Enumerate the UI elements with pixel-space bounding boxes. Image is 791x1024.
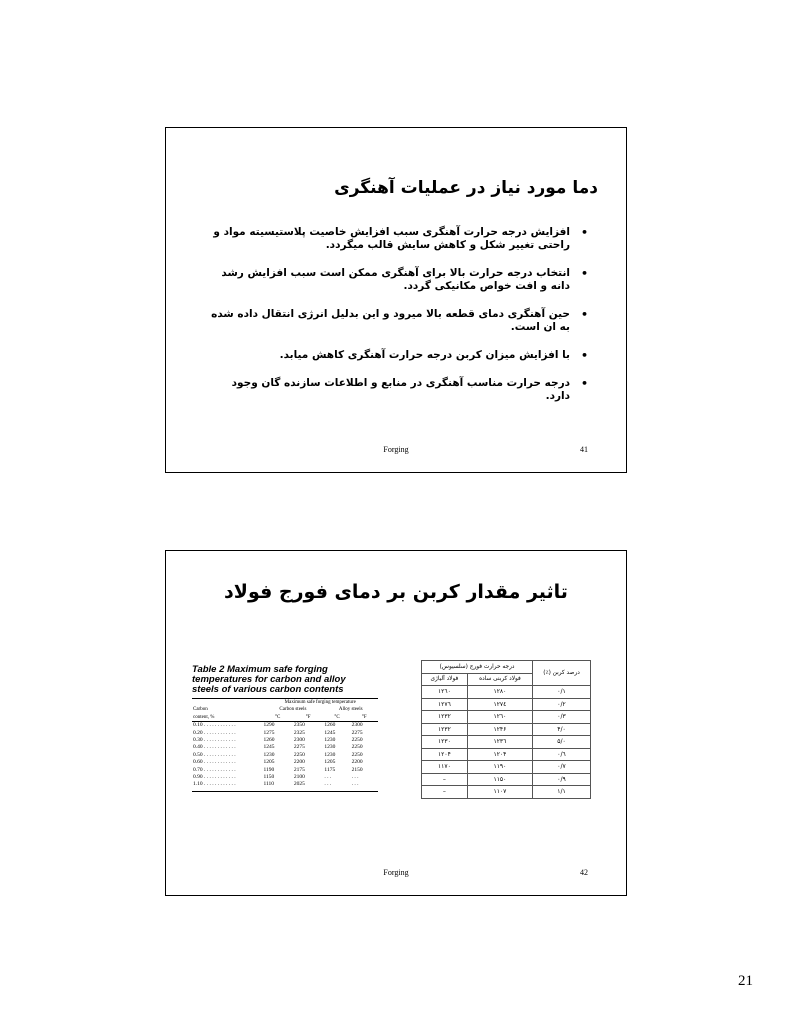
table-cell: 1175 (324, 766, 336, 773)
slide-footer-number: 42 (580, 868, 588, 877)
table-cell: ١٢٣٠ (422, 736, 468, 749)
group-header: Maximum safe forging temperature (284, 700, 356, 705)
slide-title: تاثیر مقدار کربن بر دمای فورج فولاد (224, 581, 568, 603)
table-body (422, 686, 591, 799)
table-row (192, 737, 378, 744)
table-cell: 1245 (263, 744, 275, 751)
table-cell: ٠/۴ (533, 723, 591, 736)
table-row (192, 752, 378, 759)
table-row (422, 786, 591, 799)
table-cell: 0.30 . . . . . . . . . . . . (193, 737, 236, 744)
table-cell: 2300 (351, 722, 363, 729)
table-cell: 2350 (293, 722, 305, 729)
table-body (192, 722, 378, 789)
table-row (422, 711, 591, 724)
bullet-list (206, 226, 588, 418)
table-row (422, 698, 591, 711)
table-cell: ٠/٧ (533, 761, 591, 774)
bullet-dot-icon: • (580, 377, 588, 390)
slide-title: دما مورد نیاز در عملیات آهنگری (334, 178, 598, 198)
table-cell: ١١٩٠ (467, 761, 532, 774)
table-row (192, 767, 378, 774)
table-cell: 1290 (263, 722, 275, 729)
bullet-item: • درجه حرارت مناسب آهنگری در منابع و اطلاعات سازنده گان وجود دارد. (231, 377, 588, 402)
table-caption: Table 2 Maximum safe forging (192, 664, 328, 675)
table-row (422, 773, 591, 786)
table-row (422, 736, 591, 749)
carbon-header: content, % (193, 714, 215, 720)
table-cell: ١٢٨٠ (467, 686, 532, 699)
table-cell: ١٢٣٢ (422, 711, 468, 724)
table-cell: ١٢۴۶ (467, 723, 532, 736)
plain-header: فولاد کربنی ساده (467, 673, 532, 686)
table-cell: – (422, 773, 468, 786)
bullet-dot-icon: • (580, 308, 588, 321)
table-cell: 1190 (263, 766, 275, 773)
bullet-item: • انتخاب درجه حرارت بالا برای آهنگری ممکن است سبب افزایش رشد دانه و افت خواص مکانیکی گردد. (221, 267, 588, 292)
alloy-header: فولاد آلیاژی (422, 673, 468, 686)
table-cell: 2250 (351, 737, 363, 744)
table-cell: 0.10 . . . . . . . . . . . . (193, 722, 236, 729)
persian-forging-table (421, 660, 591, 799)
bullet-item: • با افزایش میزان کربن درجه حرارت آهنگری کاهش میابد. (279, 349, 588, 362)
table-row (422, 748, 591, 761)
table-cell: 1245 (324, 729, 336, 736)
carbon-steels-header: Carbon steels (279, 707, 307, 713)
table-cell: 0.60 . . . . . . . . . . . . (193, 759, 236, 766)
table-cell: 0.20 . . . . . . . . . . . . (193, 729, 236, 736)
table-caption: temperatures for carbon and alloy (192, 674, 346, 685)
table-cell: 1260 (324, 722, 336, 729)
table-cell: 2275 (351, 729, 363, 736)
table-cell: 2175 (293, 766, 305, 773)
table-cell: 2250 (351, 744, 363, 751)
slide-footer-label: Forging (383, 445, 409, 454)
table-cell: ١٢٠۴ (422, 748, 468, 761)
table-row (192, 744, 378, 751)
table-cell: . . . (351, 774, 359, 781)
table-row (422, 761, 591, 774)
unit-header: °C (334, 714, 340, 720)
alloy-steels-header: Alloy steels (338, 707, 363, 713)
table-cell: 0.50 . . . . . . . . . . . . (193, 751, 236, 758)
table-row (192, 781, 378, 788)
table-cell: ١١۵٠ (467, 773, 532, 786)
table-cell: ٠/٣ (533, 711, 591, 724)
bullet-dot-icon: • (580, 349, 588, 362)
table-cell: 0.70 . . . . . . . . . . . . (193, 766, 236, 773)
table-row (422, 723, 591, 736)
bullet-dot-icon: • (580, 267, 588, 280)
table-cell: 2275 (293, 744, 305, 751)
table-cell: ١٢٣٦ (467, 736, 532, 749)
table-cell: ١١٠٧ (467, 786, 532, 799)
table-cell: ٠/٢ (533, 698, 591, 711)
table-cell: – (422, 786, 468, 799)
table-cell: ٠/١ (533, 686, 591, 699)
table-cell: 2200 (351, 759, 363, 766)
slide-footer-label: Forging (383, 868, 409, 877)
table-cell: 1110 (263, 781, 275, 788)
table-cell: ١/١ (533, 786, 591, 799)
page-number: 21 (738, 973, 753, 989)
carbon-header: Carbon (193, 707, 208, 713)
slide-footer-number: 41 (580, 445, 588, 454)
bullet-item: • افزایش درجه حرارت آهنگری سبب افزایش خاصیت پلاستیسیته مواد و راحتی تغییر شکل و کاهش سایش قالب میگردد. (213, 226, 588, 251)
table-cell: ١٢٣٢ (422, 723, 468, 736)
slide-42 (165, 550, 627, 896)
table-cell: 1205 (263, 759, 275, 766)
table-cell: 2250 (351, 751, 363, 758)
table-cell: 2325 (293, 729, 305, 736)
table-row (192, 730, 378, 737)
table-cell: . . . (324, 781, 332, 788)
bullet-dot-icon: • (580, 226, 588, 239)
table-cell: ١٢٦٠ (467, 711, 532, 724)
table-cell: ١٢٠۴ (467, 748, 532, 761)
table-cell: ٠/۵ (533, 736, 591, 749)
table-cell: 2100 (293, 774, 305, 781)
table-row (422, 686, 591, 699)
table-row (192, 774, 378, 781)
table-cell: 1150 (263, 774, 275, 781)
table-cell: 1205 (324, 759, 336, 766)
table-cell: 1275 (263, 729, 275, 736)
unit-header: °C (275, 714, 281, 720)
bullet-item: • حین آهنگری دمای قطعه بالا میرود و این بدلیل انرژی انتقال داده شده به ان است. (211, 308, 588, 333)
english-forging-table (192, 665, 378, 792)
table-cell: ٠/٦ (533, 748, 591, 761)
group-header: درجه حرارت فورج (سلسیوس) (422, 661, 533, 674)
table-cell: 2200 (293, 759, 305, 766)
table-cell: 0.40 . . . . . . . . . . . . (193, 744, 236, 751)
table-cell: 1230 (324, 751, 336, 758)
table-cell: ١٢٦٠ (422, 686, 468, 699)
table-cell: ٠/٩ (533, 773, 591, 786)
carbon-header: درصد کربن (٪) (533, 661, 591, 686)
slide-41 (165, 127, 627, 473)
table-cell: 1230 (324, 737, 336, 744)
unit-header: °F (361, 714, 367, 720)
table-cell: 1260 (263, 737, 275, 744)
table-cell: ١٢٧٤ (467, 698, 532, 711)
table-row (192, 759, 378, 766)
table-cell: 2300 (293, 737, 305, 744)
data-table (192, 699, 378, 789)
unit-header: °F (305, 714, 311, 720)
table-cell: 1230 (263, 751, 275, 758)
table-cell: . . . (324, 774, 332, 781)
table-caption: steels of various carbon contents (192, 684, 344, 695)
table-cell: ١١٧٠ (422, 761, 468, 774)
table-cell: 2250 (293, 751, 305, 758)
table-cell: 2150 (351, 766, 363, 773)
table-row (192, 722, 378, 730)
table-cell: 1230 (324, 744, 336, 751)
table-cell: 2025 (293, 781, 305, 788)
table-cell: . . . (351, 781, 359, 788)
table-cell: ١٢٧٦ (422, 698, 468, 711)
divider (192, 791, 378, 792)
table-cell: 1.10 . . . . . . . . . . . . (193, 781, 236, 788)
table-cell: 0.90 . . . . . . . . . . . . (193, 774, 236, 781)
